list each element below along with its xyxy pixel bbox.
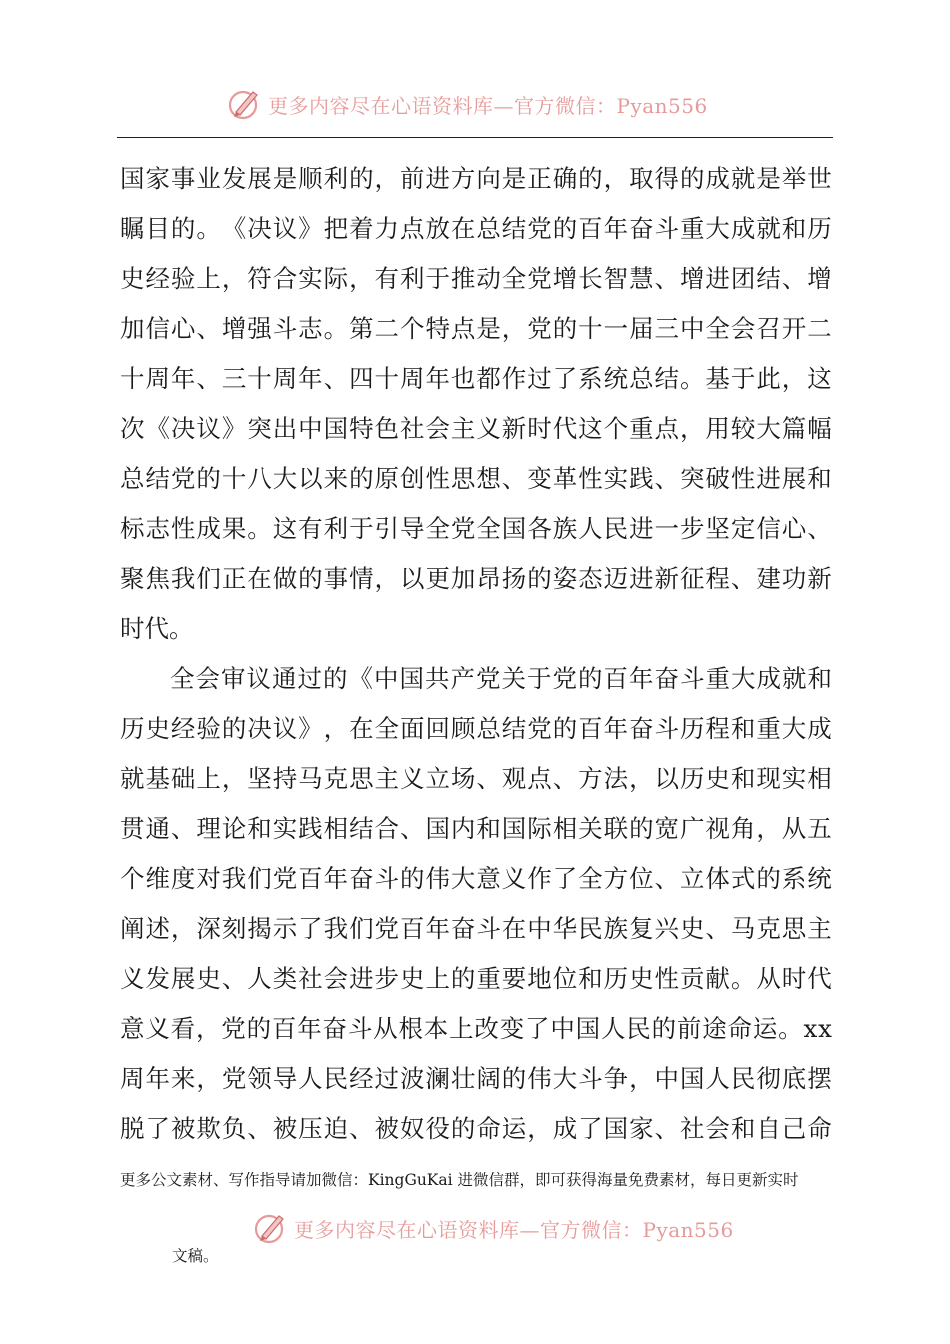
text-line: 贯 通 、 理 论 和 实 践 相 结 合 、 国 内 和 国 际 相 关 联 的 宽 广 视 角 ， 从 五: [120, 814, 832, 843]
document-body: [120, 154, 832, 1154]
watermark-text: 更多内容尽在心语资料库—官方微信：Pyan556: [268, 93, 708, 118]
text-line: 总 结 党 的 十 八 大 以 来 的 原 创 性 思 想 、 变 革 性 实 践 、 突 破 性 进 展 和: [120, 464, 832, 493]
pen-logo-icon: [252, 1210, 290, 1246]
pen-logo-icon: [226, 86, 264, 122]
watermark-text: 更多内容尽在心语资料库—官方微信：Pyan556: [294, 1217, 734, 1242]
text-line: 标 志 性 成 果 。 这 有 利 于 引 导 全 党 全 国 各 族 人 民 进 一 步 坚 定 信 心 、: [120, 514, 832, 543]
footer-note-tail: 文稿。: [172, 1247, 219, 1265]
footer-note: 更多公文素材、写作指导请加微信：KingGuKai 进微信群，即可获得海量免费素材，每日更新实时: [120, 1171, 799, 1189]
text-line: 脱 了 被 欺 负 、 被 压 迫 、 被 奴 役 的 命 运 ， 成 了 国 家 、 社 会 和 自 己 命: [120, 1114, 832, 1143]
text-line: 十 周 年 、 三 十 周 年 、 四 十 周 年 也 都 作 过 了 系 统 总 结 。 基 于 此 ， 这: [120, 364, 832, 393]
text-line: 史 经 验 上 ， 符 合 实 际 ， 有 利 于 推 动 全 党 增 长 智 慧 、 增 进 团 结 、 增: [120, 264, 832, 293]
text-line: 意 义 看 ， 党 的 百 年 奋 斗 从 根 本 上 改 变 了 中 国 人 民 的 前 途 命 运 。 x x: [120, 1014, 832, 1043]
footer-watermark: [0, 1208, 950, 1248]
text-line: 聚 焦 我 们 正 在 做 的 事 情 ， 以 更 加 昂 扬 的 姿 态 迈 进 新 征 程 、 建 功 新: [120, 564, 832, 593]
text-line: 历 史 经 验 的 决 议 》 ， 在 全 面 回 顾 总 结 党 的 百 年 奋 斗 历 程 和 重 大 成: [120, 714, 832, 743]
text-line: 国 家 事 业 发 展 是 顺 利 的 ， 前 进 方 向 是 正 确 的 ， 取 得 的 成 就 是 举 世: [120, 164, 832, 193]
text-line: 阐 述 ， 深 刻 揭 示 了 我 们 党 百 年 奋 斗 在 中 华 民 族 复 兴 史 、 马 克 思 主: [120, 914, 832, 943]
text-line: 时代。: [120, 614, 194, 643]
header-divider: [117, 137, 833, 138]
header-watermark: [0, 84, 950, 124]
text-line: 次 《 决 议 》 突 出 中 国 特 色 社 会 主 义 新 时 代 这 个 重 点 ， 用 较 大 篇 幅: [120, 414, 832, 443]
text-line: 加 信 心 、 增 强 斗 志 。 第 二 个 特 点 是 ， 党 的 十 一 届 三 中 全 会 召 开 二: [120, 314, 832, 343]
paragraph-first-line: 全 会 审 议 通 过 的 《 中 国 共 产 党 关 于 党 的 百 年 奋 斗 重 大 成 就 和: [170, 664, 832, 693]
text-line: 周 年 来 ， 党 领 导 人 民 经 过 波 澜 壮 阔 的 伟 大 斗 争 ， 中 国 人 民 彻 底 摆: [120, 1064, 832, 1093]
text-line: 义 发 展 史 、 人 类 社 会 进 步 史 上 的 重 要 地 位 和 历 史 性 贡 献 。 从 时 代: [120, 964, 832, 993]
text-line: 就 基 础 上 ， 坚 持 马 克 思 主 义 立 场 、 观 点 、 方 法 ， 以 历 史 和 现 实 相: [120, 764, 832, 793]
text-line: 瞩 目 的 。 《 决 议 》 把 着 力 点 放 在 总 结 党 的 百 年 奋 斗 重 大 成 就 和 历: [120, 214, 832, 243]
text-line: 个 维 度 对 我 们 党 百 年 奋 斗 的 伟 大 意 义 作 了 全 方 位 、 立 体 式 的 系 统: [120, 864, 832, 893]
